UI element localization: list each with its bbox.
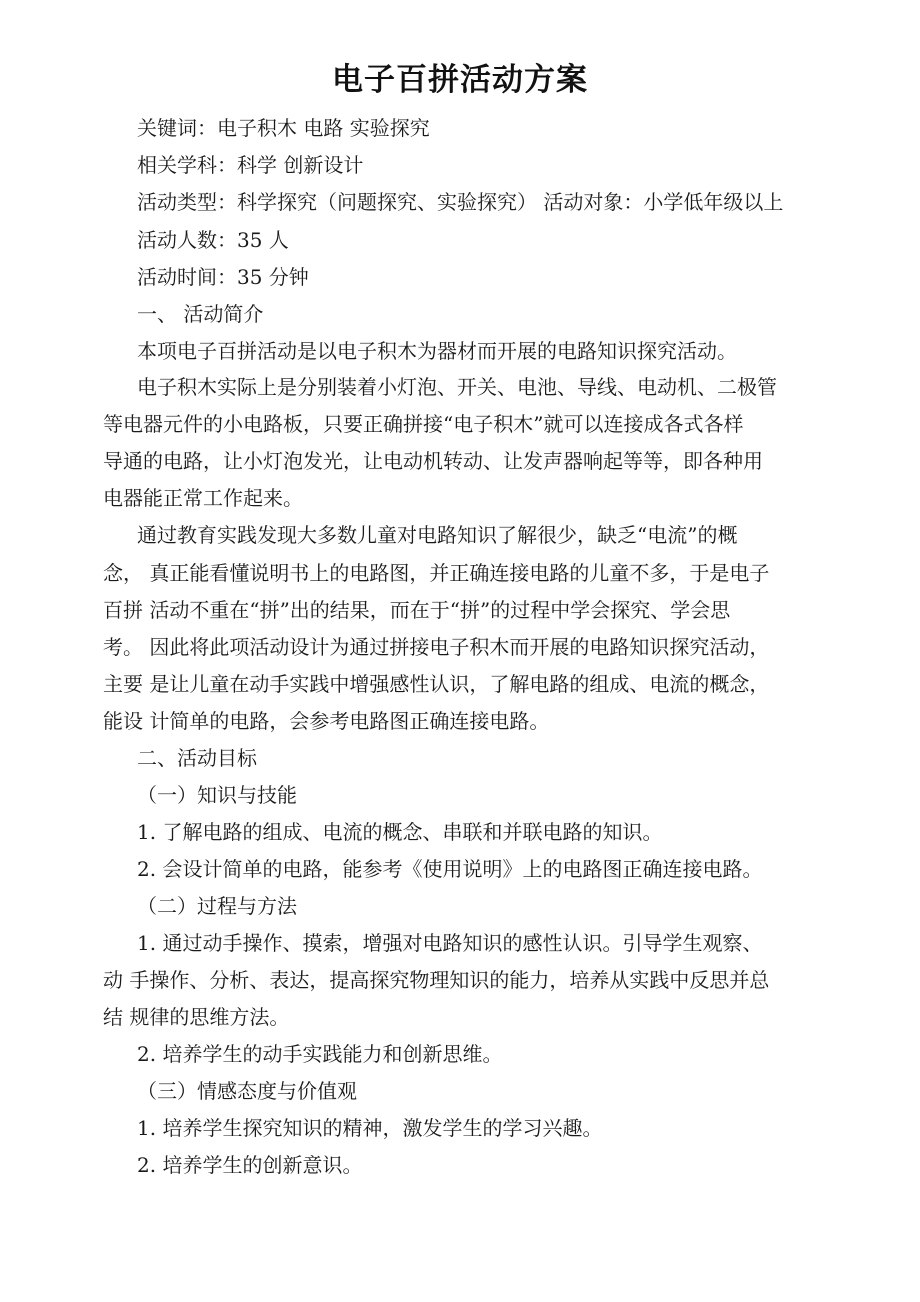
subsection-process-heading: （二）过程与方法 [137,894,297,918]
attitude-item: 1. 培养学生探究知识的精神，激发学生的学习兴趣。 [137,1116,603,1140]
intro-paragraph-2-line: 电子积木实际上是分别装着小灯泡、开关、电池、导线、电动机、二极管 [137,375,777,399]
subsection-knowledge-heading: （一）知识与技能 [137,783,297,807]
duration-line: 活动时间：35 分钟 [137,265,309,289]
intro-paragraph-2-line: 等电器元件的小电路板，只要正确拼接“电子积木”就可以连接成各式各样 [103,412,744,436]
intro-paragraph-3-line: 主要 是让儿童在动手实践中增强感性认识，了解电路的组成、电流的概念， [103,672,770,696]
process-item-2: 2. 培养学生的动手实践能力和创新思维。 [137,1042,503,1066]
subjects-line: 相关学科：科学 创新设计 [137,153,364,177]
process-item-1-line: 结 规律的思维方法。 [103,1005,290,1029]
intro-paragraph-3-line: 能设 计简单的电路，会参考电路图正确连接电路。 [103,709,550,733]
intro-paragraph-3-line: 念， 真正能看懂说明书上的电路图，并正确连接电路的儿童不多，于是电子 [103,561,770,585]
keywords-line: 关键词：电子积木 电路 实验探究 [137,116,430,140]
attitude-item: 2. 培养学生的创新意识。 [137,1153,363,1177]
knowledge-item: 1. 了解电路的组成、电流的概念、串联和并联电路的知识。 [137,820,663,844]
document-title: 电子百拼活动方案 [332,62,588,98]
section-2-heading: 二、活动目标 [137,746,257,770]
intro-paragraph-2-line: 导通的电路，让小灯泡发光，让电动机转动、让发声器响起等等，即各种用 [103,449,763,473]
activity-type-line: 活动类型：科学探究（问题探究、实验探究） 活动对象：小学低年级以上 [137,190,784,214]
intro-paragraph-2-line: 电器能正常工作起来。 [103,486,303,510]
intro-paragraph-3-line: 考。 因此将此项活动设计为通过拼接电子积木而开展的电路知识探究活动， [103,635,770,659]
subsection-attitude-heading: （三）情感态度与价值观 [137,1079,357,1103]
process-item-1-line: 动 手操作、分析、表达，提高探究物理知识的能力，培养从实践中反思并总 [103,968,770,992]
participants-line: 活动人数：35 人 [137,228,289,252]
knowledge-item: 2. 会设计简单的电路，能参考《使用说明》上的电路图正确连接电路。 [137,857,763,881]
process-item-1-line: 1. 通过动手操作、摸索，增强对电路知识的感性认识。引导学生观察、 [137,931,763,955]
intro-paragraph-3-line: 通过教育实践发现大多数儿童对电路知识了解很少，缺乏“电流”的概 [137,523,738,547]
section-1-heading: 一、 活动简介 [137,302,264,326]
intro-paragraph-3-line: 百拼 活动不重在“拼”出的结果，而在于“拼”的过程中学会探究、学会思 [103,598,731,622]
intro-paragraph-1: 本项电子百拼活动是以电子积木为器材而开展的电路知识探究活动。 [137,339,737,363]
